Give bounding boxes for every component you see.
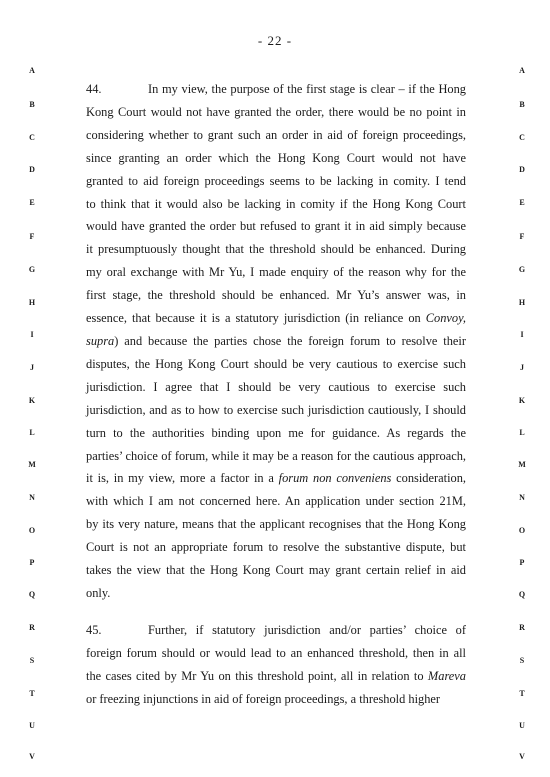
paragraph-line: considering whether to grant such an order in aid of foreign proceedings, (86, 127, 466, 142)
paragraph-line: parties’ choice of forum, while it may be a reason for the cautious approach, (86, 448, 466, 463)
paragraph-line: jurisdiction. I agree that I should be very cautious to exercise such (86, 379, 466, 394)
paragraph-number: 45. (86, 622, 102, 637)
margin-letter-a-right: A (519, 66, 525, 75)
paragraph-line: disputes, the Hong Kong Court should be very cautious to exercise such (86, 356, 466, 371)
paragraph-line: the cases cited by Mr Yu on this threshold point, all in relation to Mareva (86, 668, 466, 683)
margin-letter-h-left: H (28, 298, 36, 307)
right-margin-letters (512, 0, 532, 777)
paragraph-line: only. (86, 585, 111, 600)
margin-letter-n-right: N (519, 493, 525, 502)
paragraph-line: Court is not an appropriate forum to resolve the substantive dispute, but (86, 540, 466, 555)
margin-letter-l-left: L (29, 428, 35, 437)
margin-letter-f-left: F (29, 232, 35, 241)
margin-letter-d-right: D (519, 165, 525, 174)
paragraph-44 (86, 78, 466, 605)
margin-letter-j-left: J (30, 363, 34, 372)
paragraph-line: with which I am not concerned here. An application under section 21M, (86, 494, 466, 509)
paragraph-line: turn to the authorities binding upon me for guidance. As regards the (86, 425, 466, 440)
margin-letter-u-left: U (29, 721, 35, 730)
paragraph-line: it presumptuously thought that the threshold should be enhanced. During (86, 242, 466, 257)
paragraph-line: by its very nature, means that the applicant recognises that the Hong Kong (86, 517, 466, 532)
paragraph-line: jurisdiction, and as to how to exercise such jurisdiction cautiously, I should (86, 402, 466, 417)
paragraph-line: it is, in my view, more a factor in a forum non conveniens consideration, (86, 471, 466, 486)
margin-letter-a-left: A (29, 66, 35, 75)
paragraph-line: 45. Further, if statutory jurisdiction and/or parties’ choice of (86, 619, 466, 642)
margin-letter-v-right: V (519, 752, 525, 761)
margin-letter-r-left: R (29, 623, 35, 632)
paragraph-line: foreign forum should or would lead to an enhanced threshold, then in all (86, 645, 466, 660)
margin-letter-o-left: O (28, 526, 36, 535)
paragraph-line: would have granted the order but refused to grant it in aid simply because (86, 219, 466, 234)
margin-letter-n-left: N (29, 493, 35, 502)
margin-letter-g-right: G (518, 265, 526, 274)
paragraph-line: since granting an order which the Hong Kong Court would not have (86, 150, 466, 165)
paragraph-line: essence, that because it is a statutory jurisdiction (in reliance on Convoy, (86, 311, 466, 326)
judgment-body (86, 78, 466, 710)
margin-letter-c-right: C (519, 133, 525, 142)
margin-letter-t-right: T (519, 689, 525, 698)
margin-letter-r-right: R (519, 623, 525, 632)
margin-letter-q-left: Q (28, 590, 36, 599)
paragraph-line: Kong Court would not have granted the order, there would be no point in (86, 104, 466, 119)
margin-letter-m-right: M (518, 460, 526, 469)
margin-letter-p-left: P (29, 558, 35, 567)
left-margin-letters (22, 0, 42, 777)
margin-letter-i-left: I (30, 330, 34, 339)
margin-letter-e-left: E (29, 198, 35, 207)
paragraph-line: or freezing injunctions in aid of foreign proceedings, a threshold higher (86, 691, 441, 706)
margin-letter-k-left: K (28, 396, 36, 405)
margin-letter-t-left: T (29, 689, 35, 698)
margin-letter-m-left: M (28, 460, 36, 469)
margin-letter-j-right: J (520, 363, 524, 372)
margin-letter-c-left: C (29, 133, 35, 142)
margin-letter-q-right: Q (518, 590, 526, 599)
margin-letter-s-right: S (519, 656, 525, 665)
margin-letter-g-left: G (28, 265, 36, 274)
paragraph-line: takes the view that the Hong Kong Court may grant certain relief in aid (86, 563, 466, 578)
margin-letter-l-right: L (519, 428, 525, 437)
margin-letter-d-left: D (29, 165, 35, 174)
paragraph-line: to think that it would also be lacking in comity if the Hong Kong Court (86, 196, 466, 211)
margin-letter-s-left: S (29, 656, 35, 665)
margin-letter-o-right: O (518, 526, 526, 535)
paragraph-line: supra) and because the parties chose the foreign forum to resolve their (86, 333, 466, 348)
margin-letter-b-right: B (519, 100, 525, 109)
margin-letter-u-right: U (519, 721, 525, 730)
paragraph-line: 44. In my view, the purpose of the first stage is clear – if the Hong (86, 78, 466, 101)
margin-letter-k-right: K (518, 396, 526, 405)
paragraph-45 (86, 619, 466, 711)
paragraph-line: my oral exchange with Mr Yu, I made enquiry of the reason why for the (86, 265, 466, 280)
margin-letter-p-right: P (519, 558, 525, 567)
paragraph-line: first stage, the threshold should be enhanced. Mr Yu’s answer was, in (86, 288, 466, 303)
margin-letter-b-left: B (29, 100, 35, 109)
page-number: - 22 - (257, 33, 293, 48)
margin-letter-f-right: F (519, 232, 525, 241)
margin-letter-e-right: E (519, 198, 525, 207)
margin-letter-v-left: V (29, 752, 35, 761)
paragraph-number: 44. (86, 82, 102, 96)
paragraph-line: granted to aid foreign proceedings seems to be lacking in comity. I tend (86, 173, 466, 188)
margin-letter-i-right: I (520, 330, 524, 339)
margin-letter-h-right: H (518, 298, 526, 307)
